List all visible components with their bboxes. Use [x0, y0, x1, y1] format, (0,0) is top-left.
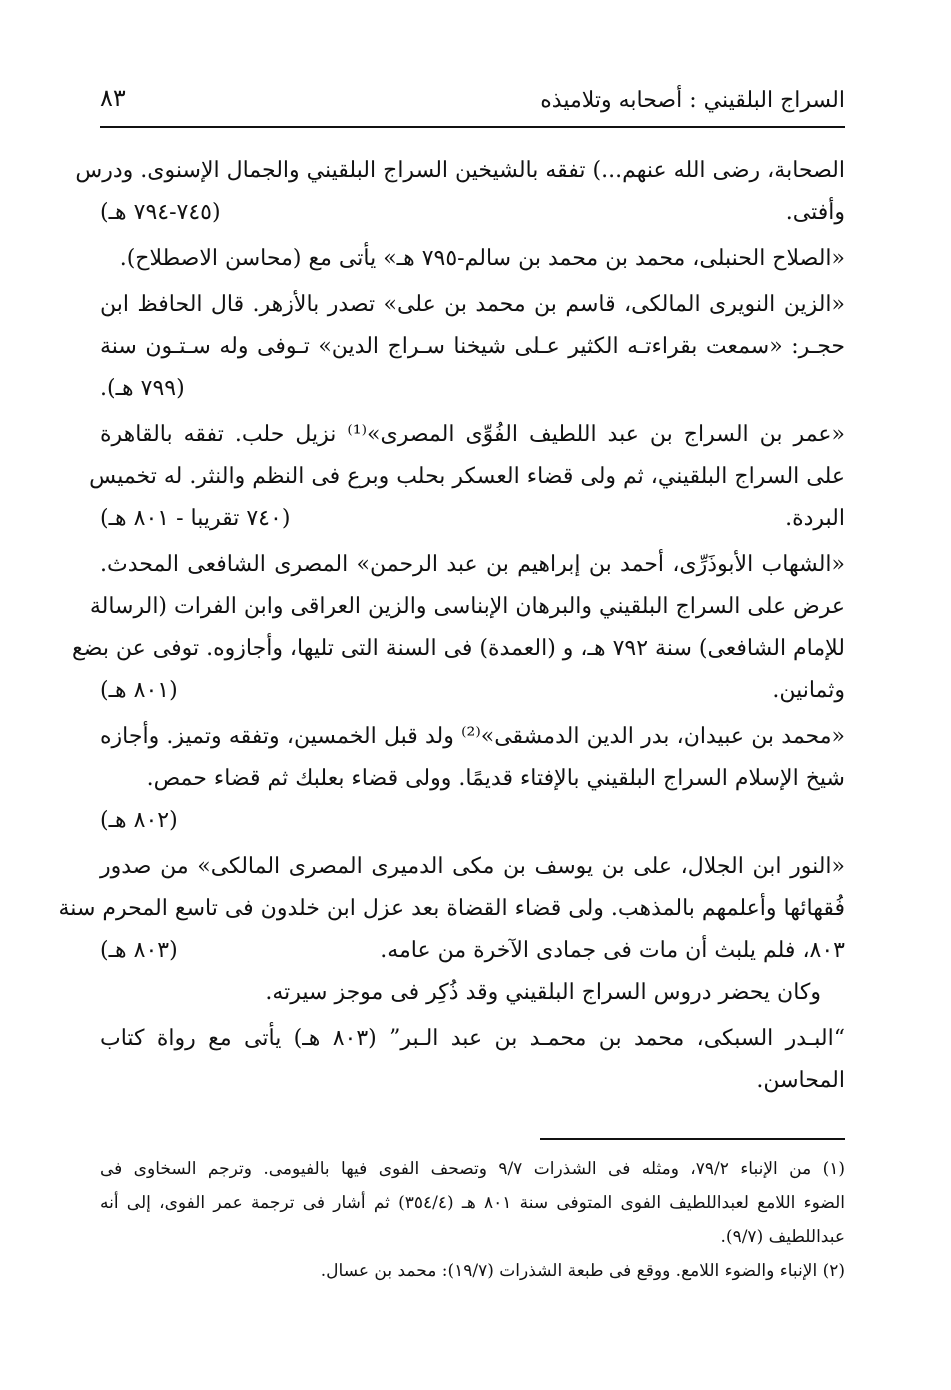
text-line: عرض على السراج البلقيني والبرهان الإبناسى والزين العراقى وابن الفرات (الرسالة — [89, 594, 845, 619]
text-line: الصحابة، رضى الله عنهم...) تفقه بالشيخين السراج البلقيني والجمال الإسنوى. ودرس — [75, 158, 845, 183]
footnote-line: (٢) الإنباء والضوء اللامع. ووقع فى طبعة الشذرات (١٩/٧): محمد بن عسال. — [320, 1261, 845, 1281]
date-range: (٧٤٠ تقريبا - ٨٠١ هـ) — [100, 506, 291, 531]
text-line: على السراج البلقيني، ثم ولى قضاء العسكر بحلب وبرع فى النظم والنثر. له تخميس — [89, 464, 845, 489]
line-text: وأفتى. — [785, 200, 845, 225]
entry-paragraph — [100, 238, 845, 280]
entry-paragraph — [100, 1018, 845, 1102]
text-line-last — [100, 368, 845, 410]
footnotes — [100, 1152, 845, 1288]
date-range: (٨٠٢ هـ) — [100, 808, 178, 833]
footnote — [100, 1254, 845, 1288]
date-range: (٨٠٣ هـ) — [100, 938, 178, 963]
text-line: «الشهاب الأبوذَرِّى، أحمد بن إبراهيم بن عبد الرحمن» المصرى الشافعى المحدث. — [100, 552, 845, 577]
text-line: حجـر: «سمعت بقراءتـه الكثير عـلى شيخنا سـراج الدين» تـوفى وله سـتـون سنة — [100, 334, 846, 359]
page-number: ٨٣ — [100, 84, 126, 112]
body-text — [58, 150, 846, 1106]
running-header — [100, 82, 845, 122]
text-line-last — [100, 238, 845, 280]
line-text: «الصلاح الحنبلى، محمد بن محمد بن سالم-٧٩٥ هـ» يأتى مع (محاسن الاصطلاح). — [119, 246, 845, 271]
footnote — [100, 1152, 845, 1254]
entry-paragraph — [89, 414, 845, 540]
text-line: «عمر بن السراج بن عبد اللطيف الفُوِّى المصرى»⁽¹⁾ نزيل حلب. تفقه بالقاهرة — [100, 422, 845, 447]
text-line: للإمام الشافعى) سنة ٧٩٢ هـ، و (العمدة) فى السنة التى تليها، وأجازوه. توفى عن بضع — [72, 636, 845, 661]
text-line-last — [100, 1060, 845, 1102]
text-line-last — [100, 498, 845, 540]
line-text: المحاسن. — [756, 1068, 845, 1093]
line-text: وثمانين. — [772, 678, 845, 703]
running-title: السراج البلقيني : أصحابه وتلاميذه — [540, 88, 845, 113]
entry-paragraph — [58, 846, 845, 1014]
text-line-last — [100, 670, 845, 712]
line-text: ٨٠٣، فلم يلبث أن مات فى جمادى الآخرة من عامه. — [380, 938, 845, 963]
header-rule — [100, 126, 845, 128]
date-range: (٨٠١ هـ) — [100, 678, 178, 703]
text-line-indent — [100, 972, 845, 1014]
text-line-last — [100, 758, 845, 800]
text-line-date — [100, 800, 845, 842]
footnote-line: عبداللطيف (٩/٧). — [720, 1227, 845, 1247]
line-text: البردة. — [785, 506, 845, 531]
text-line: «النور ابن الجلال، على بن يوسف بن مكى الدميرى المصرى المالكى» من صدور — [100, 854, 845, 879]
entry-paragraph — [100, 716, 845, 842]
footnote-rule — [540, 1138, 845, 1140]
date-range: (٧٩٩ هـ). — [100, 376, 185, 401]
text-line: «الزين النويرى المالكى، قاسم بن محمد بن على» تصدر بالأزهر. قال الحافظ ابن — [100, 292, 845, 317]
line-text: شيخ الإسلام السراج البلقيني بالإفتاء قديمًا. وولى قضاء بعلبك ثم قضاء حمص. — [146, 766, 845, 791]
text-line-last — [100, 192, 845, 234]
footnote-line: الضوء اللامع لعبداللطيف الفوى المتوفى سنة ٨٠١ هـ (٣٥٤/٤) ثم أشار فى ترجمة عمر الفوى، إلى أنه — [100, 1193, 845, 1213]
text-line: «محمد بن عبيدان، بدر الدين الدمشقى»⁽²⁾ ولد قبل الخمسين، وتفقه وتميز. وأجازه — [100, 724, 845, 749]
text-line: “البـدر السبكى، محمد بن محمـد بن عبد الـبر” (٨٠٣ هـ) يأتى مع رواة كتاب — [100, 1026, 845, 1051]
entry-paragraph — [72, 544, 845, 712]
footnote-line: (١) من الإنباء ٧٩/٢، ومثله فى الشذرات ٩/٧ وتصحف الفوى فيها بالفيومى. وترجم السخاوى فى — [100, 1159, 846, 1179]
entry-paragraph — [75, 150, 845, 234]
date-range: (٧٤٥-٧٩٤ هـ) — [100, 200, 221, 225]
text-line-last — [100, 930, 845, 972]
text-line: فُقهائها وأعلمهم بالمذهب. ولى قضاء القضاة بعد عزل ابن خلدون فى تاسع المحرم سنة — [58, 896, 845, 921]
line-text: وكان يحضر دروس السراج البلقيني وقد ذُكِر فى موجز سيرته. — [265, 980, 821, 1005]
entry-paragraph — [100, 284, 845, 410]
